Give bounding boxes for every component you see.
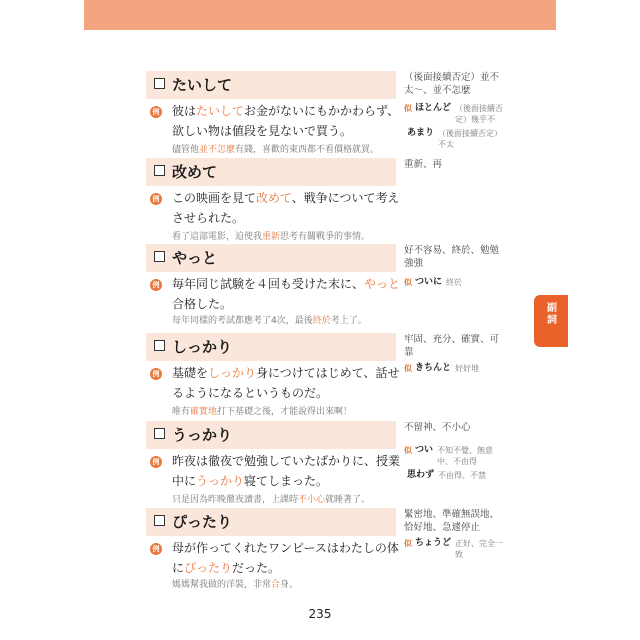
translation-text: 看了這部電影，迫使我 bbox=[172, 232, 263, 242]
translation-text: 只是因為昨晚徹夜讀書，上課時 bbox=[172, 495, 299, 505]
entry-heading bbox=[146, 71, 396, 99]
similar-tag: 似 bbox=[404, 364, 412, 373]
translation-text: 考上了。 bbox=[330, 316, 367, 326]
related-words bbox=[404, 445, 508, 484]
vocab-entry bbox=[146, 158, 510, 242]
entry-meaning: （後面接續否定）並不太～、並不怎麼 bbox=[404, 72, 500, 96]
related-word-gloss: 好好地 bbox=[455, 364, 480, 373]
entry-heading bbox=[146, 244, 396, 272]
top-color-bar bbox=[84, 0, 556, 30]
checkbox-icon[interactable] bbox=[154, 340, 165, 351]
related-words bbox=[404, 538, 508, 563]
example-badge-icon: 例 bbox=[150, 368, 162, 380]
example-translation bbox=[172, 315, 404, 327]
entry-meaning: 重新、再 bbox=[404, 159, 443, 170]
example-text: だった。 bbox=[232, 561, 281, 575]
vocab-entry bbox=[146, 421, 510, 505]
example-sentence bbox=[172, 274, 404, 314]
example-text: 、戦争について考えさせられた。 bbox=[172, 191, 400, 225]
translation-highlight: 並不怎麼 bbox=[199, 145, 236, 155]
example-highlight: やっと bbox=[364, 277, 401, 291]
example-highlight: しっかり bbox=[208, 366, 257, 380]
example-text: この映画を見て bbox=[172, 191, 257, 205]
example-highlight: たいして bbox=[196, 104, 245, 118]
example-text: 昨夜は徹夜で勉強していたばかりに、授業中に bbox=[172, 454, 401, 488]
related-word-term: 思わず bbox=[407, 470, 435, 480]
related-words bbox=[404, 103, 508, 153]
translation-text: 唯有 bbox=[172, 407, 191, 417]
related-word-term: ほとんど bbox=[415, 103, 452, 113]
entry-term: しっかり bbox=[172, 338, 233, 356]
example-badge-icon: 例 bbox=[150, 279, 162, 291]
example-text: 身につけてはじめて、話せるようになるというものだ。 bbox=[172, 366, 400, 400]
vocab-entry bbox=[146, 244, 510, 324]
related-word-gloss: 正好、完全一致 bbox=[455, 539, 504, 559]
example-highlight: 改めて bbox=[256, 191, 292, 205]
example-text: 母が作ってくれたワンピースはわたしの体に bbox=[172, 541, 399, 575]
translation-text: 打下基礎之後，才能說得出來啊！ bbox=[217, 407, 353, 417]
page-number: 235 bbox=[308, 607, 332, 621]
example-text: 寝てしまった。 bbox=[244, 474, 329, 488]
entry-heading bbox=[146, 421, 396, 449]
related-word bbox=[404, 538, 508, 560]
similar-tag: 似 bbox=[404, 278, 412, 287]
entry-heading bbox=[146, 158, 396, 186]
translation-highlight: 確實地 bbox=[190, 407, 218, 417]
translation-text: 媽媽幫我做的洋裝，非常 bbox=[172, 580, 272, 590]
related-word-gloss: 不由得、不禁 bbox=[438, 471, 487, 480]
example-text: 彼は bbox=[172, 104, 197, 118]
entry-term: たいして bbox=[172, 76, 233, 94]
checkbox-icon[interactable] bbox=[154, 78, 165, 89]
example-translation bbox=[172, 406, 404, 418]
example-translation bbox=[172, 579, 404, 591]
section-tab[interactable] bbox=[534, 295, 568, 347]
example-highlight: うっかり bbox=[196, 474, 245, 488]
section-tab-label: 副詞 bbox=[547, 303, 557, 326]
entry-term: やっと bbox=[172, 249, 218, 267]
example-sentence bbox=[172, 451, 404, 491]
related-word-term: ついに bbox=[415, 277, 443, 287]
related-word-term: あまり bbox=[407, 128, 435, 138]
example-badge-icon: 例 bbox=[150, 456, 162, 468]
checkbox-icon[interactable] bbox=[154, 165, 165, 176]
translation-highlight: 合 bbox=[271, 580, 281, 590]
example-badge-icon: 例 bbox=[150, 543, 162, 555]
related-word-gloss: （後面接續否定）不太 bbox=[438, 129, 503, 149]
similar-tag: 似 bbox=[404, 446, 412, 455]
checkbox-icon[interactable] bbox=[154, 515, 165, 526]
related-words bbox=[404, 277, 508, 291]
related-word bbox=[404, 277, 508, 288]
example-sentence bbox=[172, 538, 404, 578]
example-translation bbox=[172, 144, 404, 156]
similar-tag: 似 bbox=[404, 539, 412, 548]
related-word-term: つい bbox=[415, 445, 434, 455]
checkbox-icon[interactable] bbox=[154, 251, 165, 262]
example-text: 合格した。 bbox=[172, 297, 233, 311]
entry-meaning: 好不容易、終於、勉勉強強 bbox=[404, 245, 500, 269]
entry-heading bbox=[146, 333, 396, 361]
entry-meaning: 牢固、充分、確實、可靠 bbox=[404, 334, 500, 358]
example-sentence bbox=[172, 101, 404, 141]
entry-term: ぴったり bbox=[172, 513, 233, 531]
entry-term: うっかり bbox=[172, 426, 233, 444]
entry-meaning: 緊密地、準確無誤地、恰好地、急遽停止 bbox=[404, 509, 500, 533]
translation-text: 身。 bbox=[280, 580, 299, 590]
related-word bbox=[404, 445, 508, 467]
entry-meaning: 不留神、不小心 bbox=[404, 422, 471, 433]
related-word bbox=[404, 128, 508, 150]
translation-highlight: 重新 bbox=[262, 232, 281, 242]
related-words bbox=[404, 363, 508, 377]
related-word-term: ちょうど bbox=[415, 538, 452, 548]
vocab-entry bbox=[146, 508, 510, 588]
translation-highlight: 不小心 bbox=[298, 495, 326, 505]
example-badge-icon: 例 bbox=[150, 106, 162, 118]
entry-term: 改めて bbox=[172, 163, 218, 181]
related-word bbox=[404, 363, 508, 374]
similar-tag: 似 bbox=[404, 104, 412, 113]
related-word-gloss: 終於 bbox=[446, 278, 463, 287]
example-translation bbox=[172, 231, 404, 243]
example-badge-icon: 例 bbox=[150, 193, 162, 205]
translation-text: 有錢，喜歡的東西都不看價格就買。 bbox=[235, 145, 380, 155]
example-sentence bbox=[172, 188, 404, 228]
related-word bbox=[404, 470, 508, 481]
translation-text: 就睡著了。 bbox=[325, 495, 371, 505]
translation-text: 儘管他 bbox=[172, 145, 200, 155]
related-word-gloss: 不知不覺、無意中、不由得 bbox=[437, 446, 494, 466]
translation-text: 每年同樣的考試都應考了4次，最後 bbox=[172, 316, 313, 326]
example-text: お金がないにもかかわらず、欲しい物は値段を見ないで買う。 bbox=[172, 104, 400, 138]
translation-text: 思考有關戰爭的事情。 bbox=[280, 232, 371, 242]
example-sentence bbox=[172, 363, 404, 403]
vocab-entry bbox=[146, 333, 510, 417]
related-word bbox=[404, 103, 508, 125]
translation-highlight: 終於 bbox=[312, 316, 331, 326]
related-word-term: きちんと bbox=[415, 363, 452, 373]
checkbox-icon[interactable] bbox=[154, 428, 165, 439]
vocab-entry bbox=[146, 71, 510, 155]
related-word-gloss: （後面接續否定）幾乎不 bbox=[455, 104, 504, 124]
example-text: 基礎を bbox=[172, 366, 209, 380]
entry-heading bbox=[146, 508, 396, 536]
example-highlight: ぴったり bbox=[184, 561, 233, 575]
example-translation bbox=[172, 494, 404, 506]
example-text: 毎年同じ試験を４回も受けた末に、 bbox=[172, 277, 365, 291]
